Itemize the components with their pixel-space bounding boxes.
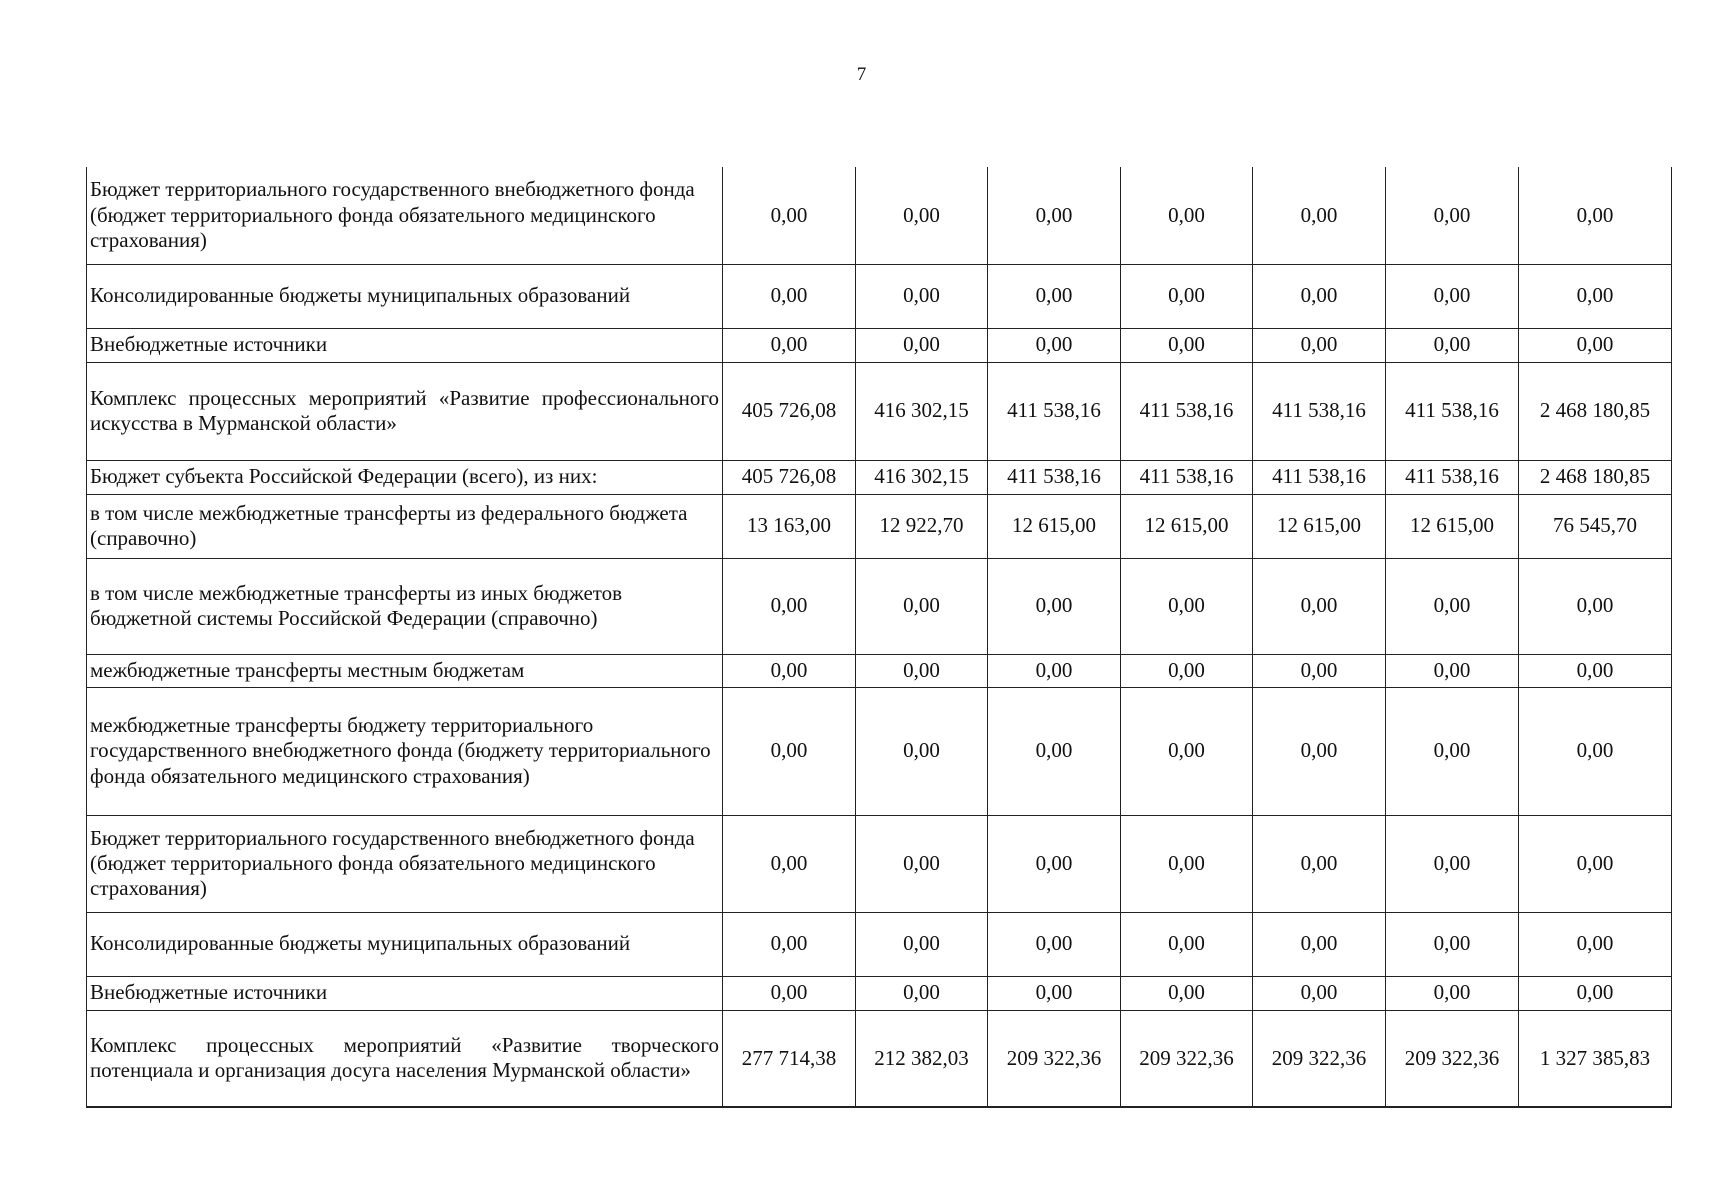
value-cell: 0,00	[1386, 912, 1519, 976]
value-cell: 277 714,38	[723, 1010, 856, 1107]
value-cell: 0,00	[1519, 558, 1672, 654]
value-cell: 0,00	[1253, 687, 1386, 815]
value-cell: 0,00	[988, 912, 1121, 976]
value-cell: 0,00	[1386, 687, 1519, 815]
value-cell: 0,00	[1386, 167, 1519, 264]
value-cell: 0,00	[723, 976, 856, 1010]
value-cell: 405 726,08	[723, 362, 856, 460]
value-cell: 76 545,70	[1519, 494, 1672, 558]
value-cell: 0,00	[1121, 654, 1253, 687]
value-cell: 209 322,36	[988, 1010, 1121, 1107]
value-cell: 12 615,00	[1253, 494, 1386, 558]
table-row	[87, 912, 1672, 976]
value-cell: 0,00	[723, 558, 856, 654]
value-cell: 209 322,36	[1121, 1010, 1253, 1107]
value-cell: 0,00	[1386, 558, 1519, 654]
value-cell: 209 322,36	[1386, 1010, 1519, 1107]
value-cell: 416 302,15	[856, 460, 988, 494]
value-cell: 0,00	[1121, 815, 1253, 912]
value-cell: 0,00	[988, 815, 1121, 912]
value-cell: 0,00	[1519, 976, 1672, 1010]
value-cell: 0,00	[1519, 687, 1672, 815]
value-cell: 0,00	[1121, 264, 1253, 328]
value-cell: 0,00	[988, 558, 1121, 654]
value-cell: 0,00	[723, 912, 856, 976]
value-cell: 0,00	[856, 264, 988, 328]
value-cell: 0,00	[856, 687, 988, 815]
value-cell: 0,00	[1253, 815, 1386, 912]
value-cell: 0,00	[988, 654, 1121, 687]
value-cell: 0,00	[856, 167, 988, 264]
value-cell: 0,00	[988, 976, 1121, 1010]
value-cell: 0,00	[856, 912, 988, 976]
table-row	[87, 687, 1672, 815]
value-cell: 0,00	[988, 167, 1121, 264]
value-cell: 0,00	[856, 558, 988, 654]
row-label: в том числе межбюджетные трансферты из иных бюджетов бюджетной системы Российской Федерации (справочно)	[87, 558, 723, 654]
value-cell: 0,00	[1519, 264, 1672, 328]
value-cell: 0,00	[856, 654, 988, 687]
row-label: в том числе межбюджетные трансферты из федерального бюджета (справочно)	[87, 494, 723, 558]
value-cell: 0,00	[1121, 558, 1253, 654]
value-cell: 416 302,15	[856, 362, 988, 460]
value-cell: 0,00	[1121, 687, 1253, 815]
value-cell: 0,00	[1386, 815, 1519, 912]
table-row	[87, 328, 1672, 362]
value-cell: 0,00	[988, 264, 1121, 328]
value-cell: 0,00	[1519, 815, 1672, 912]
row-label: Внебюджетные источники	[87, 976, 723, 1010]
value-cell: 0,00	[1121, 167, 1253, 264]
row-label: Внебюджетные источники	[87, 328, 723, 362]
value-cell: 0,00	[723, 167, 856, 264]
row-label: Консолидированные бюджеты муниципальных образований	[87, 912, 723, 976]
value-cell: 0,00	[988, 687, 1121, 815]
table-row	[87, 362, 1672, 460]
value-cell: 411 538,16	[988, 362, 1121, 460]
value-cell: 212 382,03	[856, 1010, 988, 1107]
value-cell: 0,00	[1519, 167, 1672, 264]
value-cell: 0,00	[723, 328, 856, 362]
table-row	[87, 264, 1672, 328]
value-cell: 0,00	[1519, 328, 1672, 362]
table-row	[87, 460, 1672, 494]
value-cell: 411 538,16	[1121, 460, 1253, 494]
value-cell: 0,00	[1253, 558, 1386, 654]
value-cell: 411 538,16	[1386, 460, 1519, 494]
value-cell: 2 468 180,85	[1519, 362, 1672, 460]
value-cell: 411 538,16	[1121, 362, 1253, 460]
value-cell: 405 726,08	[723, 460, 856, 494]
table-row	[87, 976, 1672, 1010]
value-cell: 12 615,00	[1121, 494, 1253, 558]
budget-table	[86, 167, 1672, 1108]
value-cell: 0,00	[1386, 976, 1519, 1010]
row-label: Консолидированные бюджеты муниципальных образований	[87, 264, 723, 328]
value-cell: 2 468 180,85	[1519, 460, 1672, 494]
value-cell: 0,00	[1253, 328, 1386, 362]
value-cell: 1 327 385,83	[1519, 1010, 1672, 1107]
value-cell: 12 922,70	[856, 494, 988, 558]
value-cell: 0,00	[1519, 654, 1672, 687]
value-cell: 0,00	[1253, 912, 1386, 976]
value-cell: 0,00	[1386, 328, 1519, 362]
value-cell: 0,00	[723, 264, 856, 328]
value-cell: 0,00	[1121, 912, 1253, 976]
value-cell: 0,00	[1121, 328, 1253, 362]
row-label: межбюджетные трансферты бюджету территориального государственного внебюджетного фонда (бюджету территориального фонда обязательного медицинского страхования)	[87, 687, 723, 815]
value-cell: 0,00	[856, 815, 988, 912]
value-cell: 0,00	[1253, 654, 1386, 687]
value-cell: 0,00	[1121, 976, 1253, 1010]
table-row	[87, 654, 1672, 687]
value-cell: 0,00	[1253, 264, 1386, 328]
value-cell: 0,00	[723, 815, 856, 912]
value-cell: 209 322,36	[1253, 1010, 1386, 1107]
value-cell: 411 538,16	[988, 460, 1121, 494]
value-cell: 0,00	[1253, 167, 1386, 264]
value-cell: 0,00	[988, 328, 1121, 362]
row-label: Бюджет субъекта Российской Федерации (всего), из них:	[87, 460, 723, 494]
value-cell: 411 538,16	[1386, 362, 1519, 460]
row-label: Комплекс процессных мероприятий «Развитие профессионального искусства в Мурманской области»	[87, 362, 723, 460]
value-cell: 0,00	[723, 687, 856, 815]
value-cell: 0,00	[723, 654, 856, 687]
table-row	[87, 1010, 1672, 1107]
table-row	[87, 558, 1672, 654]
table-row	[87, 167, 1672, 264]
value-cell: 0,00	[1519, 912, 1672, 976]
value-cell: 12 615,00	[1386, 494, 1519, 558]
row-label: Комплекс процессных мероприятий «Развитие творческого потенциала и организация досуга населения Мурманской области»	[87, 1010, 723, 1107]
page-number: 7	[856, 64, 867, 85]
value-cell: 411 538,16	[1253, 460, 1386, 494]
table-row	[87, 494, 1672, 558]
row-label: Бюджет территориального государственного внебюджетного фонда (бюджет территориального фонда обязательного медицинского страхования)	[87, 815, 723, 912]
value-cell: 0,00	[1386, 654, 1519, 687]
row-label: Бюджет территориального государственного внебюджетного фонда (бюджет территориального фонда обязательного медицинского страхования)	[87, 167, 723, 264]
value-cell: 0,00	[1386, 264, 1519, 328]
table-row	[87, 815, 1672, 912]
value-cell: 0,00	[1253, 976, 1386, 1010]
value-cell: 0,00	[856, 328, 988, 362]
value-cell: 12 615,00	[988, 494, 1121, 558]
row-label: межбюджетные трансферты местным бюджетам	[87, 654, 723, 687]
value-cell: 411 538,16	[1253, 362, 1386, 460]
value-cell: 0,00	[856, 976, 988, 1010]
value-cell: 13 163,00	[723, 494, 856, 558]
